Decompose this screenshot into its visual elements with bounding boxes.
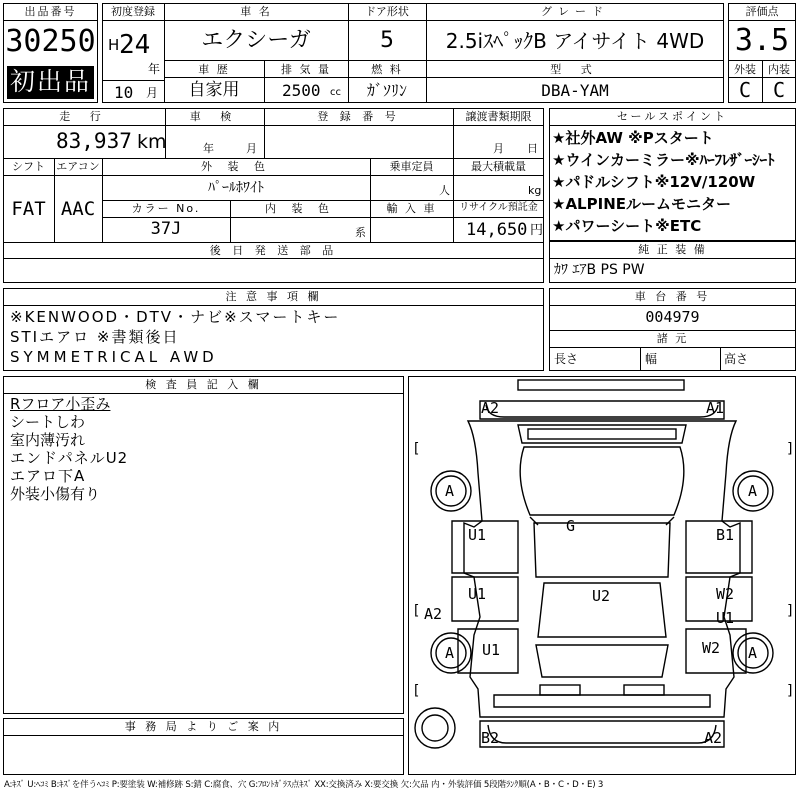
legend: A:ｷｽﾞ U:ﾍｺﾐ B:ｷｽﾞを伴うﾍｺﾐ P:要塗装 W:補修跡 S:錆 C:腐食、穴 G:ﾌﾛﾝﾄｶﾞﾗｽ点ｷｽﾞ XX:交換済み X:要交換 欠:欠品 内・外装評価 5段階ﾗﾝｸ順(A・B・C・D・E) 3 (4, 780, 604, 790)
reg-year: 24 (119, 30, 151, 60)
mileage-label: 走 行 (59, 110, 109, 123)
mark-tire-rl: A (445, 644, 455, 662)
displacement-label: 排 気 量 (281, 63, 331, 76)
sales-point-5: ★パワーシート※ETC (552, 217, 702, 235)
int-color-unit: 系 (355, 226, 366, 239)
interior-grade: C (772, 78, 786, 102)
bracket-close-3: ] (786, 683, 795, 699)
inspector-label: 検 査 員 記 入 欄 (145, 378, 262, 391)
exterior-label: 外装 (734, 63, 756, 76)
fuel-label: 燃 料 (371, 63, 403, 76)
car-name: エクシーガ (201, 28, 311, 53)
sales-point-3: ★パドルシフト※12V/120W (552, 173, 756, 191)
mark-roof: U2 (592, 587, 611, 605)
sales-point-2: ★ウインカーミラー※ﾊｰﾌﾚｻﾞｰｼｰﾄ (552, 151, 775, 169)
grade-value: 2.5iｽﾍﾟｯｸB アイサイト 4WD (445, 29, 705, 53)
inspection-month-unit: 月 (246, 142, 257, 155)
mark-right-rear-door-top: W2 (716, 585, 735, 603)
inspector-line-6: 外装小傷有り (10, 485, 101, 503)
door-value: 5 (380, 28, 394, 53)
reg-month-unit: 月 (146, 86, 159, 100)
inspection-label: 車 検 (189, 110, 240, 123)
mark-tire-fr: A (748, 482, 758, 500)
bracket-open-2: [ (412, 603, 421, 619)
inspector-line-4: エンドパネルU2 (10, 449, 129, 467)
inspector-line-1: Rフロア小歪み (10, 395, 111, 413)
recycle-value: 14,650 (466, 220, 528, 240)
transfer-month-unit: 月 (493, 142, 504, 155)
load-unit: kg (528, 184, 542, 197)
aircon-label: エアコン (56, 160, 100, 173)
reg-era: H (108, 36, 120, 54)
sales-point-4: ★ALPINEルームモニター (552, 195, 731, 213)
lot-number-label: 出品番号 (24, 5, 77, 18)
mark-tire-rr: A (748, 644, 758, 662)
recycle-unit: 円 (530, 223, 544, 238)
mark-glass: G (566, 517, 576, 535)
model-value: DBA-YAM (541, 81, 609, 100)
score-label: 評価点 (745, 5, 779, 18)
mark-right-rear-lower: W2 (702, 639, 721, 657)
displacement-value: 2500 (282, 81, 321, 100)
first-listing-text: 初出品 (9, 67, 91, 96)
bracket-open-1: [ (412, 441, 421, 457)
history-label: 車 歴 (198, 63, 230, 76)
notes-line-2: STIエアロ ※書類後日 (10, 328, 180, 346)
int-color-label: 内 装 色 (265, 202, 335, 215)
door-label: ドア形状 (365, 5, 409, 18)
inspector-line-5: エアロ下A (10, 467, 86, 485)
equipment-label: 純 正 装 備 (638, 243, 707, 256)
mark-rear-right: A2 (704, 729, 723, 747)
grade-label: グレード (541, 5, 609, 18)
import-label: 輸 入 車 (386, 202, 437, 215)
mileage-unit: km (137, 131, 167, 153)
mark-left-rear-lower: U1 (482, 641, 501, 659)
mark-front-right: A1 (706, 399, 725, 417)
dims-label: 諸 元 (656, 332, 689, 345)
mark-left-side: A2 (424, 605, 443, 623)
inspection-year-unit: 年 (203, 142, 214, 155)
inspector-line-2: シートしわ (10, 413, 86, 431)
capacity-unit: 人 (439, 184, 450, 197)
sales-point-1: ★社外AW ※Pスタート (552, 129, 714, 147)
interior-label: 内装 (768, 63, 790, 76)
mark-right-rear-door-bottom: U1 (716, 609, 735, 627)
mark-rear-left: B2 (481, 729, 500, 747)
fuel-value: ｶﾞｿﾘﾝ (366, 81, 407, 100)
chassis-value: 004979 (645, 308, 700, 326)
sales-points-label: セールスポイント (616, 110, 728, 123)
mark-left-front-door: U1 (468, 526, 487, 544)
lot-number: 30250 (5, 24, 96, 59)
notes-line-3: SYMMETRICAL AWD (10, 348, 218, 366)
aircon-value: AAC (60, 198, 96, 220)
bracket-close-2: ] (786, 603, 795, 619)
reg-month: 10 (114, 83, 134, 102)
mileage-value: 83,937 (56, 129, 132, 153)
displacement-unit: cc (330, 87, 341, 98)
bracket-open-3: [ (412, 683, 421, 699)
model-label: 型 式 (550, 63, 600, 76)
dims-height: 高さ (724, 352, 749, 366)
mark-front-left: A2 (481, 399, 500, 417)
dims-length: 長さ (554, 352, 579, 366)
transfer-label: 譲渡書類期限 (465, 110, 532, 123)
color-no-label: カラー No. (131, 202, 201, 215)
mark-right-front-door: B1 (716, 526, 735, 544)
load-label: 最大積載量 (471, 160, 526, 173)
capacity-label: 乗車定員 (389, 160, 434, 173)
ext-color-value: ﾊﾟｰﾙﾎﾜｲﾄ (208, 180, 264, 196)
ext-color-label: 外 装 色 (201, 160, 271, 173)
bracket-close-1: ] (786, 441, 795, 457)
notes-line-1: ※KENWOOD・DTV・ナビ※スマートキー (10, 308, 341, 326)
history-value: 自家用 (188, 80, 240, 100)
mark-left-rear-door: U1 (468, 585, 487, 603)
chassis-label: 車 台 番 号 (634, 290, 711, 303)
score-value: 3.5 (734, 23, 790, 58)
shift-value: FAT (11, 198, 46, 220)
inspector-line-3: 室内薄汚れ (10, 431, 86, 449)
notes-label: 注 意 事 項 欄 (225, 290, 322, 303)
reg-label: 初度登録 (111, 5, 155, 18)
plate-label: 登 録 番 号 (317, 110, 400, 123)
shift-label: シフト (12, 160, 45, 173)
exterior-grade: C (738, 78, 752, 102)
reg-year-unit: 年 (148, 62, 161, 76)
recycle-label: リサイクル預託金 (459, 202, 538, 213)
office-label: 事 務 局 よ り ご 案 内 (124, 720, 283, 733)
equipment-value: ｶﾜ ｴｱB PS PW (554, 262, 645, 278)
late-parts-label: 後 日 発 送 部 品 (209, 244, 338, 257)
car-name-label: 車 名 (240, 5, 272, 18)
color-no-value: 37J (150, 219, 182, 239)
car-damage-diagram (408, 377, 796, 776)
dims-width: 幅 (645, 352, 658, 366)
transfer-day-unit: 日 (527, 142, 538, 155)
mark-tire-fl: A (445, 482, 455, 500)
